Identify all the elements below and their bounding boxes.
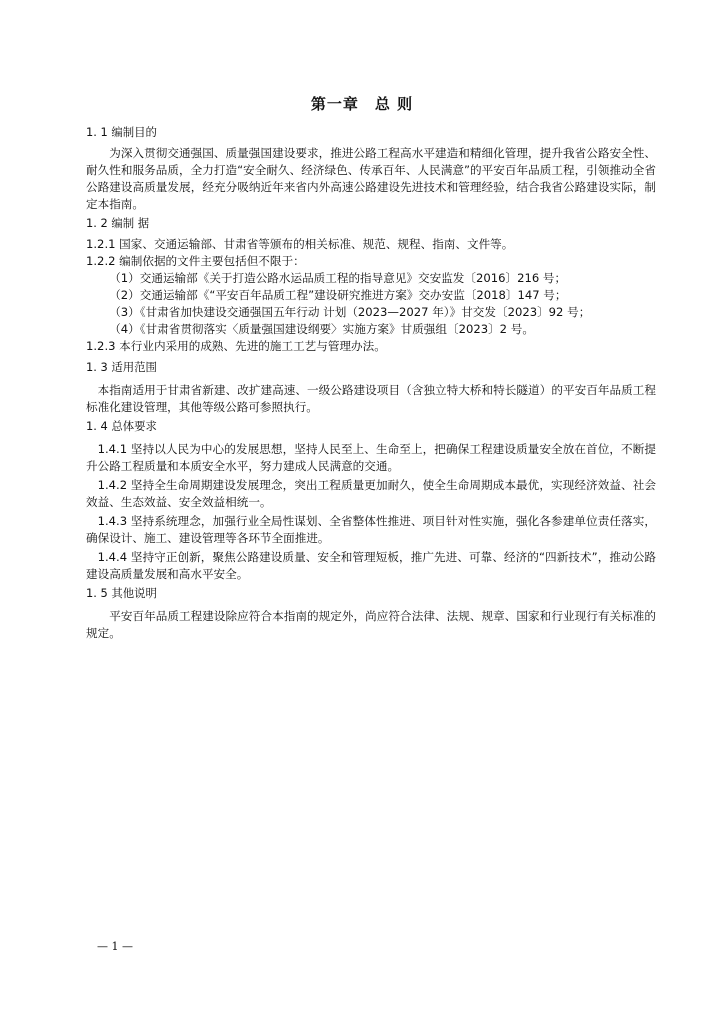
- section-1-1-paragraph: 为深入贯彻交通强国、质量强国建设要求，推进公路工程高水平建造和精细化管理，提升我省公路安全性、耐久性和服务品质，全力打造“安全耐久、经济绿色、传承百年、人民满意”的平安百年品质工程，引领推动全省公路建设高质量发展，经充分吸纳近年来省内外高速公路建设先进技术和管理经验，结合我省公路建设实际，制定本指南。: [86, 146, 656, 211]
- section-1-5-paragraph: 平安百年品质工程建设除应符合本指南的规定外，尚应符合法律、法规、规章、国家和行业现行有关标准的规定。: [86, 609, 656, 640]
- section-heading-1-2: 1. 2 编制 据: [86, 216, 150, 230]
- section-1-3-paragraph: 本指南适用于甘肃省新建、改扩建高速、一级公路建设项目（含独立特大桥和特长隧道）的平安百年品质工程标准化建设管理，其他等级公路可参照执行。: [86, 383, 656, 414]
- chapter-title: 第一章 总 则: [310, 95, 414, 113]
- clause-1-4-4: 1.4.4 坚持守正创新，聚焦公路建设质量、安全和管理短板，推广先进、可靠、经济的“四新技术”，推动公路建设高质量发展和高水平安全。: [86, 550, 656, 581]
- clause-1-4-2: 1.4.2 坚持全生命周期建设发展理念，突出工程质量更加耐久，使全生命周期成本最优，实现经济效益、社会效益、生态效益、安全效益相统一。: [86, 478, 656, 509]
- clause-1-2-1: 1.2.1 国家、交通运输部、甘肃省等颁布的相关标准、规范、规程、指南、文件等。: [86, 237, 514, 251]
- clause-1-2-3: 1.2.3 本行业内采用的成熟、先进的施工工艺与管理办法。: [86, 339, 386, 353]
- clause-1-2-2: 1.2.2 编制依据的文件主要包括但不限于：: [86, 254, 305, 268]
- reference-item-1: （1）交通运输部《关于打造公路水运品质工程的指导意见》交安监发〔2016〕216 号；: [109, 271, 567, 285]
- clause-1-4-1: 1.4.1 坚持以人民为中心的发展思想，坚持人民至上、生命至上，把确保工程建设质量安全放在首位，不断提升公路工程质量和本质安全水平，努力建成人民满意的交通。: [86, 442, 656, 473]
- section-heading-1-5: 1. 5 其他说明: [86, 586, 157, 600]
- reference-item-2: （2）交通运输部《“平安百年品质工程”建设研究推进方案》交办安监〔2018〕147 号；: [109, 288, 567, 302]
- reference-item-4: （4）《甘肃省贯彻落实〈质量强国建设纲要〉实施方案》甘质强组〔2023〕2 号。: [109, 322, 534, 336]
- clause-1-4-3: 1.4.3 坚持系统理念，加强行业全局性谋划、全省整体性推进、项目针对性实施，强化各参建单位责任落实，确保设计、施工、建设管理等各环节全面推进。: [86, 514, 656, 545]
- page-number: — 1 —: [97, 940, 133, 953]
- section-heading-1-4: 1. 4 总体要求: [86, 419, 157, 433]
- reference-item-3: （3）《甘肃省加快建设交通强国五年行动 计划（2023—2027 年）》甘交发〔2023〕92 号；: [109, 305, 591, 319]
- section-heading-1-3: 1. 3 适用范围: [86, 360, 157, 374]
- document-body: [86, 122, 656, 644]
- section-heading-1-1: 1. 1 编制目的: [86, 125, 157, 139]
